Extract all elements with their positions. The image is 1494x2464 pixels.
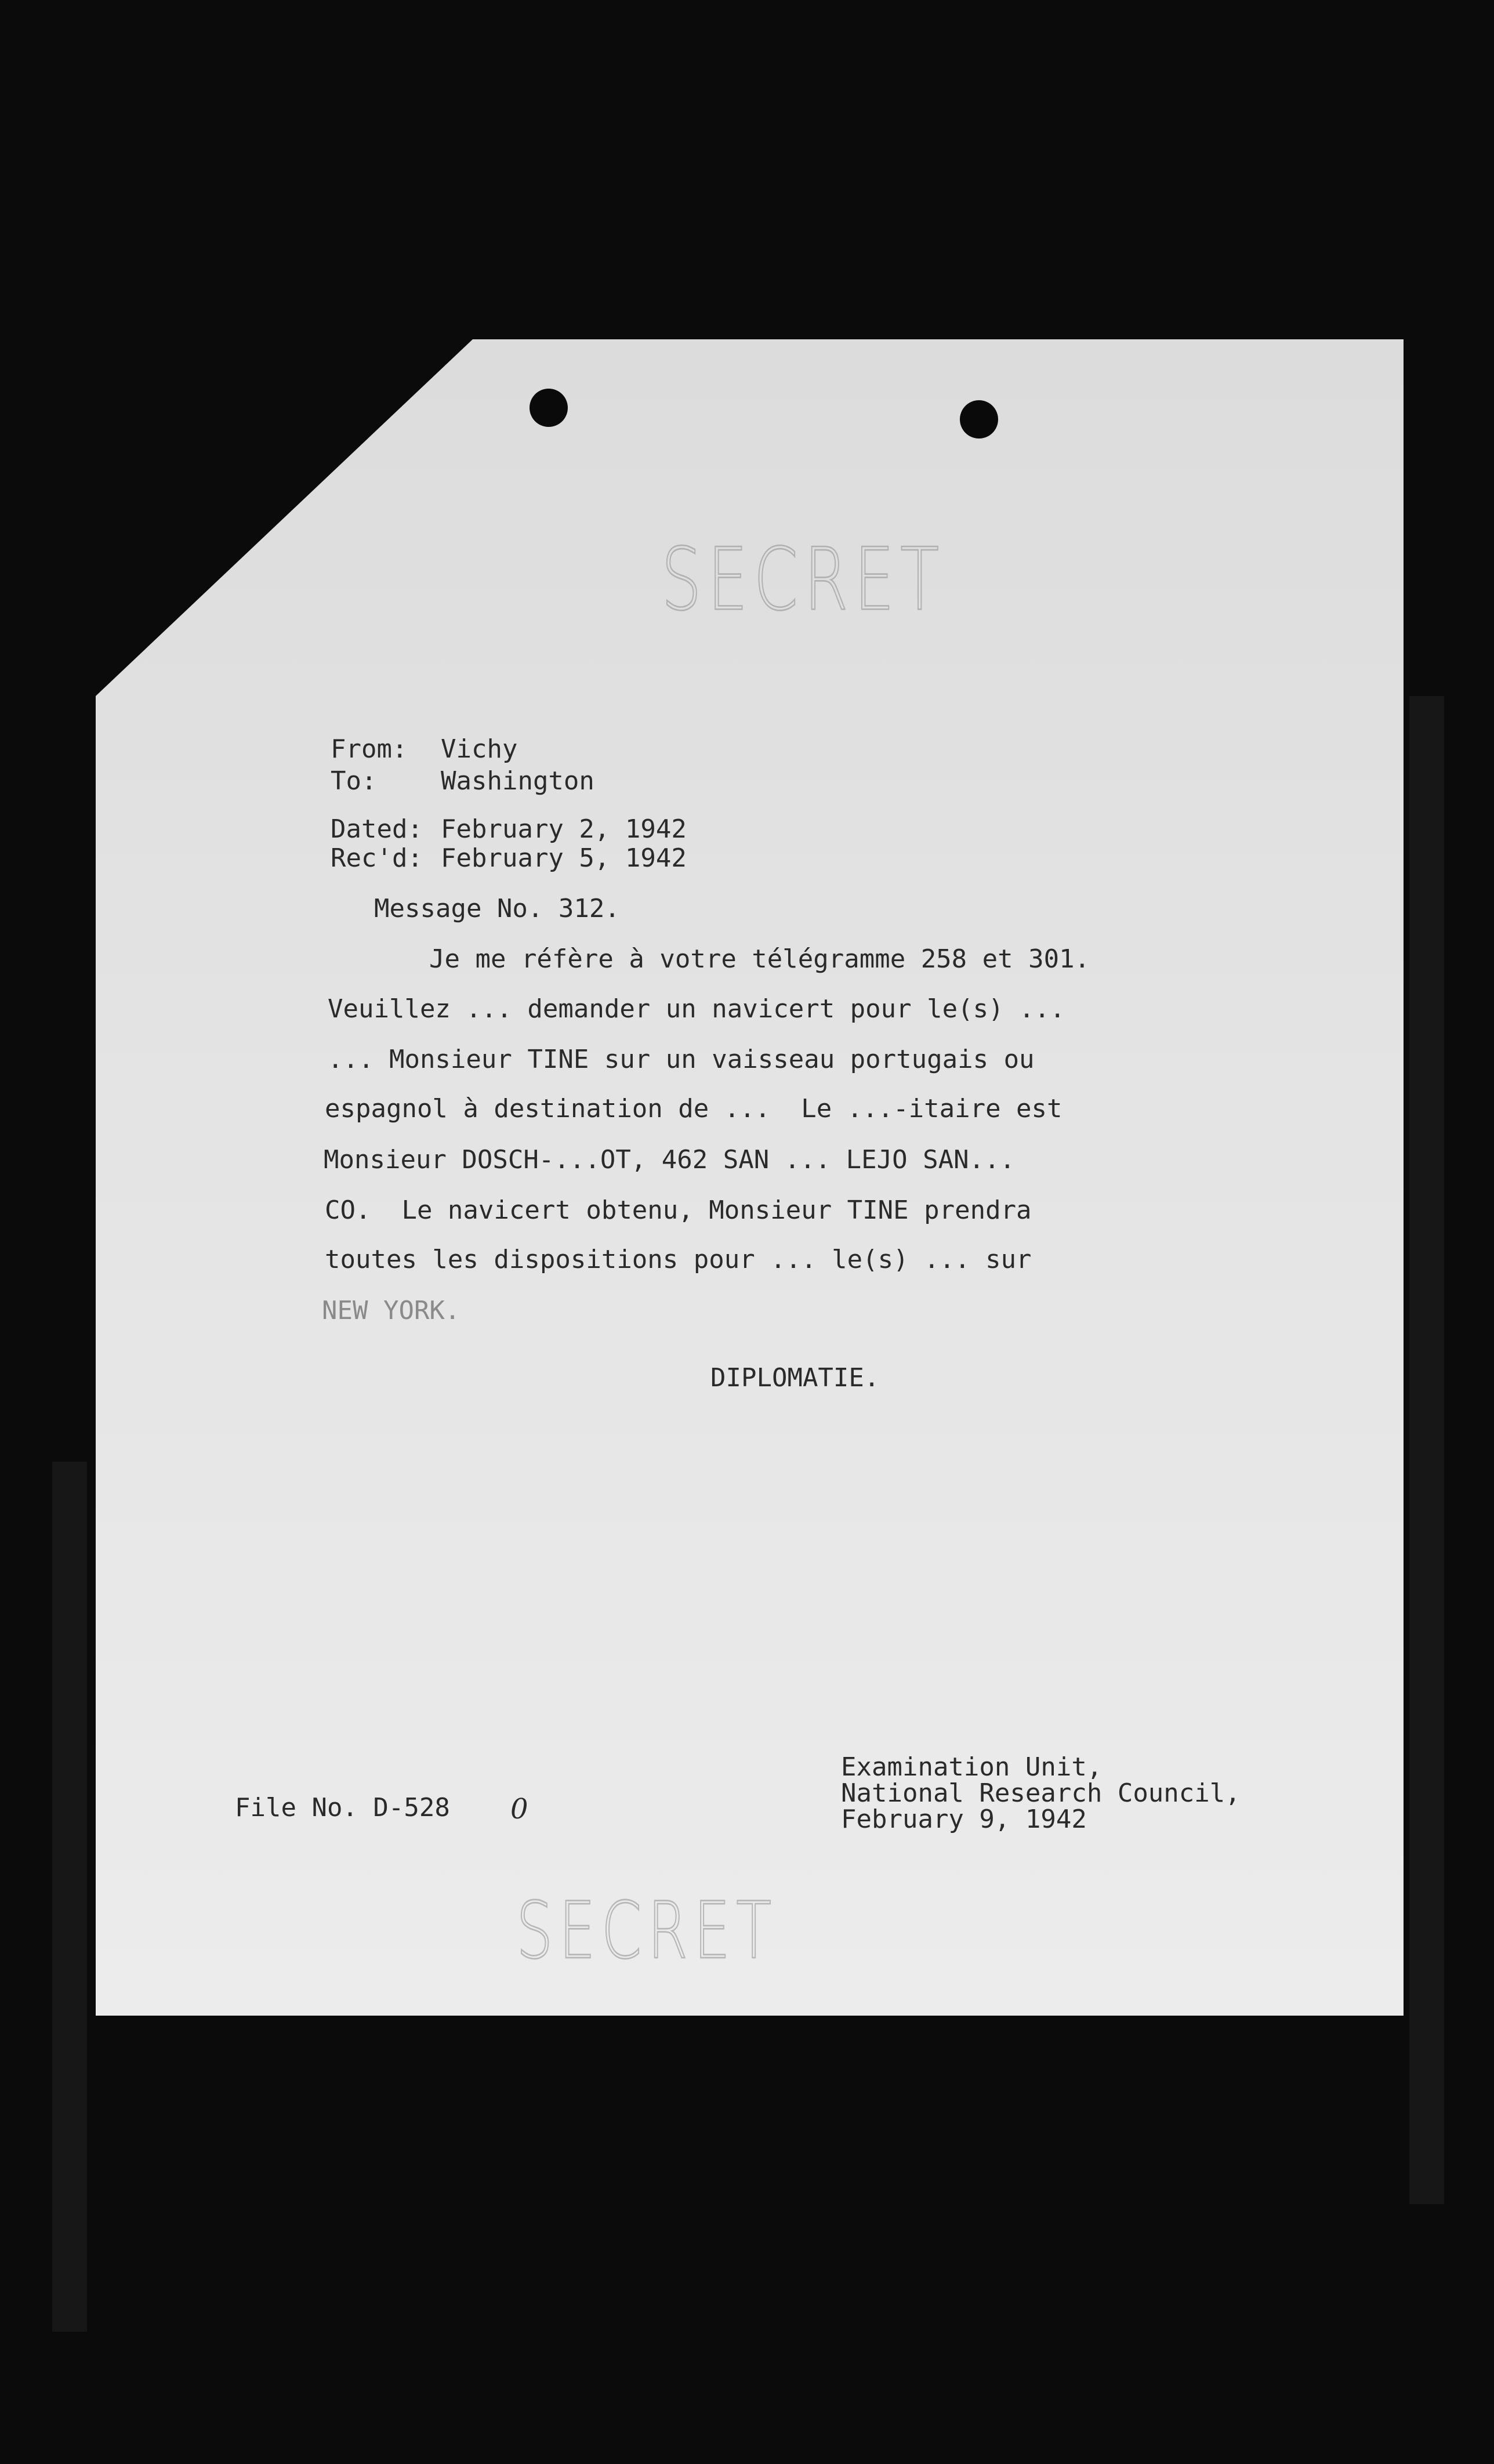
- message-number: Message No. 312.: [374, 894, 620, 923]
- handwritten-mark: 0: [510, 1793, 528, 1825]
- body-line: CO. Le navicert obtenu, Monsieur TINE prendra: [325, 1195, 1032, 1225]
- film-edge-left: [52, 1462, 87, 2332]
- file-number: File No. D-528: [235, 1793, 450, 1822]
- from-value: Vichy: [441, 734, 518, 764]
- recd-value: February 5, 1942: [441, 843, 687, 873]
- secret-stamp-bottom: SECRET: [516, 1885, 778, 1977]
- body-line: Je me réfère à votre télégramme 258 et 301.: [429, 944, 1090, 974]
- body-line: Monsieur DOSCH-...OT, 462 SAN ... LEJO SAN...: [324, 1145, 1016, 1175]
- body-line: NEW YORK.: [322, 1296, 460, 1325]
- unit-line: February 9, 1942: [841, 1804, 1087, 1834]
- punch-hole-left: [530, 389, 568, 427]
- body-line: Veuillez ... demander un navicert pour le(s) ...: [328, 994, 1065, 1024]
- body-line: toutes les dispositions pour ... le(s) ... sur: [325, 1245, 1032, 1274]
- body-line: ... Monsieur TINE sur un vaisseau portugais ou: [328, 1045, 1035, 1074]
- unit-line: National Research Council,: [841, 1778, 1241, 1808]
- signature: DIPLOMATIE.: [710, 1363, 880, 1393]
- from-label: From:: [331, 734, 408, 764]
- recd-label: Rec'd:: [331, 843, 423, 873]
- to-label: To:: [331, 766, 377, 796]
- body-line: espagnol à destination de ... Le ...-itaire est: [325, 1094, 1063, 1124]
- unit-line: Examination Unit,: [841, 1752, 1103, 1782]
- secret-stamp-top: SECRET: [661, 529, 945, 630]
- film-edge-right: [1409, 696, 1444, 2204]
- dated-label: Dated:: [331, 814, 423, 844]
- dated-value: February 2, 1942: [441, 814, 687, 844]
- punch-hole-right: [960, 400, 998, 439]
- to-value: Washington: [441, 766, 594, 796]
